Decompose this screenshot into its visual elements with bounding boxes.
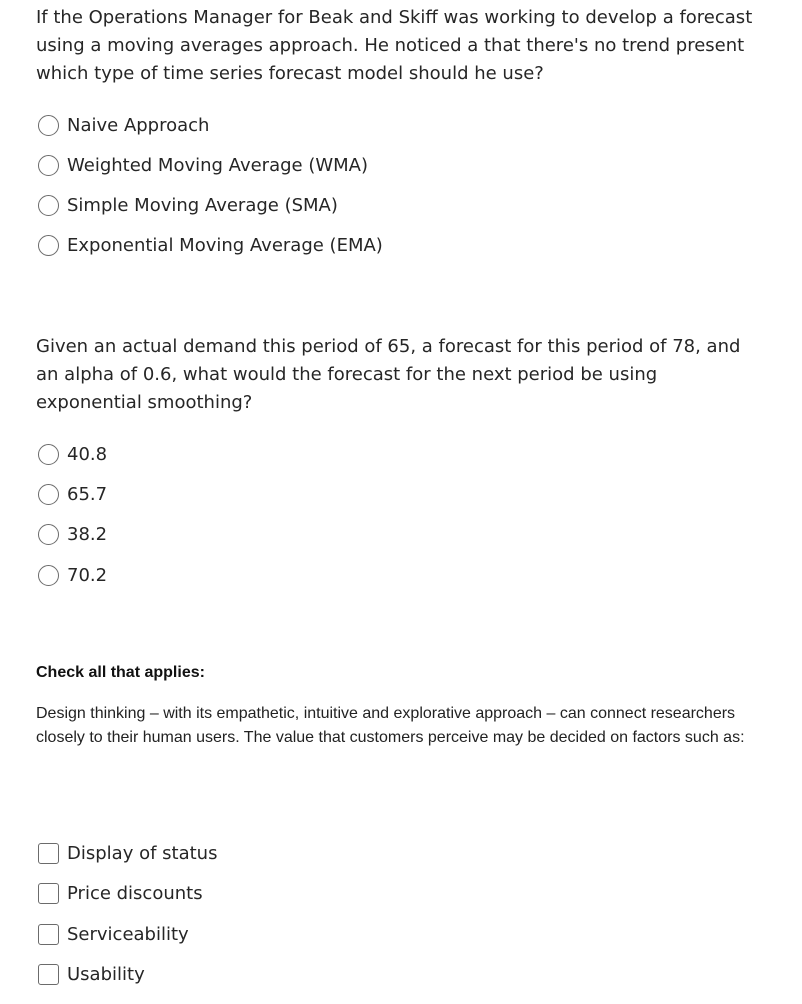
option-label: Usability: [67, 963, 145, 985]
q2-option-3[interactable]: [38, 519, 107, 549]
q1-option-ema[interactable]: [38, 230, 383, 260]
option-label: Price discounts: [67, 882, 203, 904]
option-label: 40.8: [67, 443, 108, 465]
q1-option-naive[interactable]: [38, 110, 209, 140]
radio-button[interactable]: [38, 444, 59, 465]
q2-option-2[interactable]: [38, 479, 107, 509]
checkbox[interactable]: [38, 843, 59, 864]
radio-button[interactable]: [38, 484, 59, 505]
checkbox[interactable]: [38, 924, 59, 945]
radio-button[interactable]: [38, 565, 59, 586]
option-label: 70.2: [67, 564, 108, 586]
option-label: Simple Moving Average (SMA): [67, 194, 338, 216]
radio-button[interactable]: [38, 524, 59, 545]
option-label: Weighted Moving Average (WMA): [67, 154, 369, 176]
checkbox[interactable]: [38, 883, 59, 904]
q3-option-usability[interactable]: [38, 959, 145, 989]
option-label: 65.7: [67, 483, 108, 505]
question-3-heading: Check all that applies:: [36, 664, 205, 681]
option-label: Serviceability: [67, 923, 189, 945]
question-1: [36, 4, 766, 88]
q3-option-price-discounts[interactable]: [38, 878, 203, 908]
question-3-text: Design thinking – with its empathetic, intuitive and explorative approach – can connect researchers closely to their human users. The value that customers perceive may be decided on factors such as:: [36, 705, 745, 746]
option-label: Exponential Moving Average (EMA): [67, 234, 383, 256]
checkbox[interactable]: [38, 964, 59, 985]
q3-option-serviceability[interactable]: [38, 919, 189, 949]
option-label: Naive Approach: [67, 114, 210, 136]
option-label: Display of status: [67, 842, 218, 864]
radio-button[interactable]: [38, 195, 59, 216]
radio-button[interactable]: [38, 235, 59, 256]
option-label: 38.2: [67, 523, 108, 545]
question-1-text: If the Operations Manager for Beak and Skiff was working to develop a forecast using a moving averages approach. He noticed a that there's no trend present which type of time series forecast model should he use?: [36, 7, 753, 84]
q3-option-display-of-status[interactable]: [38, 838, 217, 868]
q1-option-wma[interactable]: [38, 150, 368, 180]
question-2-text: Given an actual demand this period of 65, a forecast for this period of 78, and an alpha of 0.6, what would the forecast for the next period be using exponential smoothing?: [36, 336, 741, 413]
radio-button[interactable]: [38, 115, 59, 136]
q2-option-1[interactable]: [38, 439, 107, 469]
radio-button[interactable]: [38, 155, 59, 176]
q2-option-4[interactable]: [38, 560, 107, 590]
question-2: [36, 333, 766, 417]
q1-option-sma[interactable]: [38, 190, 338, 220]
